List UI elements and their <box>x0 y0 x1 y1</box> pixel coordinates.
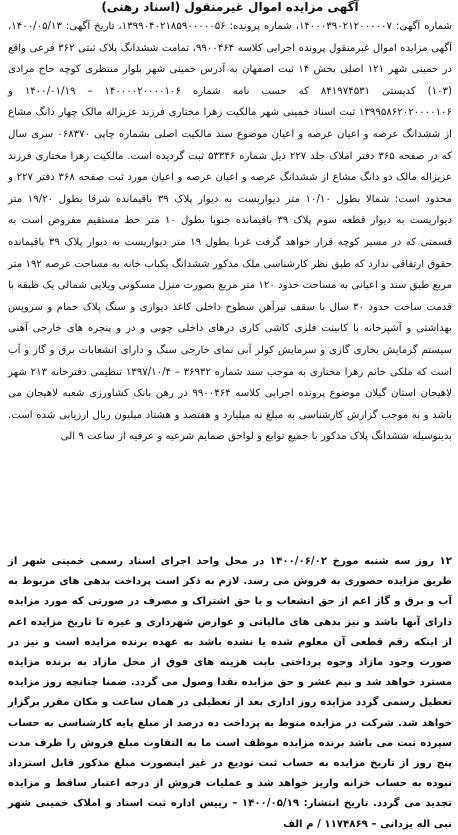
notice-title: آگهی مزایده اموال غیرمنقول (اسناد رهنی) <box>101 0 359 14</box>
notice-body-part-2: ۱۲ روز سه شنبه مورخ ۱۴۰۰/۰۶/۰۲ در محل واحد اجرای اسناد رسمی خمینی شهر از طریق مزایده حضوری به فروش می رسد. لازم به ذکر است پرداخت بدهی های مربوط به آب و برق و گاز اعم از حق انشعاب و یا حق اشتراک و مصرف در صورتی که مورد مزایده دارای آنها باشد و نیز بدهی های مالیاتی و عوارض شهرداری و غیره تا تاریخ مزایده اعم از اینکه رقم قطعی آن معلوم شده یا نشده باشد به عهده برنده مزایده است و نیز در صورت وجود مازاد وجوه پرداختی بابت هزینه های فوق از محل مازاد به برنده مزایده مسترد خواهد شد و نیم عشر و حق مزایده نقدا وصول می گردد. ضمنا چنانچه روز مزایده تعطیل رسمی گردد مزایده روز اداری بعد از تعطیلی در همان ساعت و مکان مقرر برگزار خواهد شد. شرکت در مزایده منوط به پرداخت ده درصد از مبلغ پایه کارشناسی به حساب سپرده ثبت می باشد برنده مزایده موظف است ما به التفاوت مبلغ فروش را ظرف مدت پنج روز از تاریخ مزایده به حساب ثبت تودیع در غیر اینصورت مبلغ مذکور قابل استرداد نبوده به حساب خزانه واریز خواهد شد و عملیات فروش از درجه اعتبار ساقط و مزایده تجدید می گردد. تاریخ انتشار: ۱۴۰۰/۰۵/۱۹ – رییس اداره ثبت اسناد و املاک خمینی شهر نبی اله یزدانی – ۱۱۷۴۸۶۹ / م الف <box>8 556 452 830</box>
notice-body-part-1: شماره آگهی: ۱۴۰۰۰۳۹۰۲۱۲۰۰۰۰۰۷، شماره پرونده: ۱۳۹۹۰۴۰۲۱۸۵۹۰۰۰۰۰۵۶، تاریخ آگهی: ۱۴۰۰/۰۵/۱۳، آگهی مزایده اموال غیرمنقول پرونده اجرایی کلاسه ۹۹۰۰۴۶۴، تمامت ششدانگ پلاک ثبتی ۳۶۲ فرعی واقع در خمینی شهر ۱۲۱ اصلی بخش ۱۴ ثبت اصفهان به آدرس خمینی شهر بلوار منتظری کوچه حاج مرادی (۱۰۳) کدپستی ۸۴۱۹۷۴۵۳۱ که حسب نامه شماره ۱۴۰۰۰۰۲۰۰۰۰۱۰۶ – ۱۴۰۰/۰۱/۱۹ و ۱۳۹۹۵۸۶۲۰۲۰۰۰۰۱۰۶ ثبت اسناد خمینی شهر مالکیت زهرا مختاری فرزند عزیزاله مالک چهار دانگ مشاع از ششدانگ عرصه و اعیان عرصه و اعیان موضوع سند مالکیت اصلی بشماره چاپی ۰۶۸۳۷۰ سری سال که در صفحه ۳۶۵ دفتر املاک جلد ۲۲۷ ذیل شماره ۵۳۳۴۶ ثبت گردیده است. مالکیت زهرا مختاری فرزند عزیزاله مالک دو دانگ مشاع از ششدانگ عرصه و اعیان عرصه و اعیان مورد ثبت صفحه ۳۶۸ دفتر ۲۲۷ و محدود است: شمالا بطول ۱۰/۱۰ متر دیواریست به دیوار پلاک ۳۹ باقیمانده شرقا بطول ۱۹/۲۰ متر دیواریست به دیوار قطعه سوم پلاک ۳۹ باقیمانده جنوبا بطول ۱۰ متر خط مستقیم مفروض است به قسمتی که در مسیر کوچه قرار خواهد گرفت غربا بطول ۱۹ متر دیواریست به دیوار پلاک ۳۹ باقیمانده حقوق ارتفاقی ندارد که طبق نظر کارشناسی ملک مذکور ششدانگ یکباب خانه به مساحت عرصه ۱۹۲ متر مربع طبق سند و اعیانی به مساحت حدود ۱۲۰ متر مربع بصورت منزل مسکونی ویلایی شمالی یک طبقه با قدمت ساخت حدود ۳۰ سال با سقف تیرآهن سطوح داخلی کاغذ دیواری و سنگ پلاک حمام و سرویس بهداشتی و آشپزخانه با کابینت فلزی کاشی کاری درهای داخلی چوبی و در و پنجره های خارجی آهنی سیستم گرمایش بخاری گازی و سرمایش کولر آبی نمای خارجی سنگ و دارای انشعابات برق و گاز و آب است که ملکی خانم زهرا مختاری به موجب سند شماره ۳۶۹۳۲ – ۱۳۹۷/۱۰/۴ تنظیمی دفترخانه ۲۱۳ شهر لاهیجان استان گیلان موضوع پرونده اجرایی کلاسه ۹۹۰۰۴۶۴ در رهن بانک کشاورزی شعبه لاهیجان می باشد و به موجب گزارش کارشناسی به مبلغ نه میلیارد و هفتصد و هشتاد میلیون ریال ارزیابی شده است. بدینوسیله ششدانگ پلاک مذکور با جمیع توابع و لواحق ضمایم شرعیه و عرفیه از ساعت ۹ الی <box>8 21 453 443</box>
